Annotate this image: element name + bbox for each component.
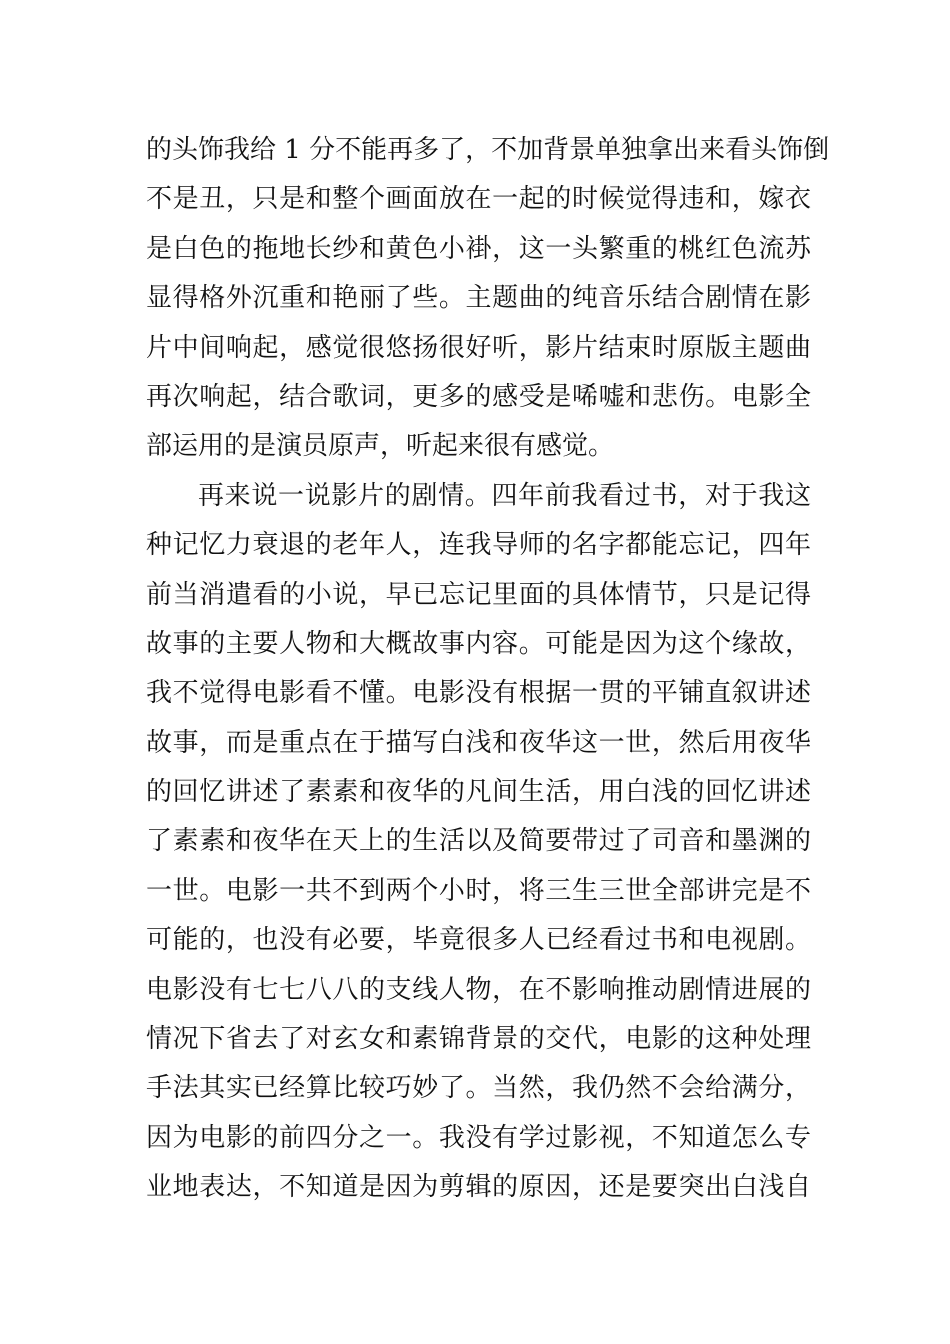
text-line: 业地表达，不知道是因为剪辑的原因，还是要突出白浅自 [146, 1172, 811, 1203]
text-line: 种记忆力衰退的老年人，连我导师的名字都能忘记，四年 [146, 530, 811, 561]
paragraph [146, 472, 811, 1213]
text-line: 故事的主要人物和大概故事内容。可能是因为这个缘故， [146, 628, 811, 659]
text-line: 前当消遣看的小说，早已忘记里面的具体情节，只是记得 [146, 579, 811, 610]
text-line: 因为电影的前四分之一。我没有学过影视，不知道怎么专 [146, 1122, 811, 1153]
text-line: 部运用的是演员原声，听起来很有感觉。 [146, 431, 615, 462]
text-line: 显得格外沉重和艳丽了些。主题曲的纯音乐结合剧情在影 [146, 283, 811, 314]
body-text [146, 126, 830, 1213]
text-line: 片中间响起，感觉很悠扬很好听，影片结束时原版主题曲 [146, 332, 811, 363]
text-line: 的回忆讲述了素素和夜华的凡间生活，用白浅的回忆讲述 [146, 777, 811, 808]
text-line: 手法其实已经算比较巧妙了。当然，我仍然不会给满分， [146, 1073, 811, 1104]
text-line: 不是丑，只是和整个画面放在一起的时候觉得违和，嫁衣 [146, 184, 811, 215]
text-line: 故事，而是重点在于描写白浅和夜华这一世，然后用夜华 [146, 727, 811, 758]
text-line: 可能的，也没有必要，毕竟很多人已经看过书和电视剧。 [146, 925, 811, 956]
text-line: 一世。电影一共不到两个小时，将三生三世全部讲完是不 [146, 875, 811, 906]
paragraph [146, 126, 830, 472]
text-line: 情况下省去了对玄女和素锦背景的交代，电影的这种处理 [146, 1024, 811, 1055]
text-line: 再来说一说影片的剧情。四年前我看过书，对于我这 [198, 480, 811, 511]
text-line: 再次响起，结合歌词，更多的感受是唏嘘和悲伤。电影全 [146, 381, 811, 412]
text-line: 我不觉得电影看不懂。电影没有根据一贯的平铺直叙讲述 [146, 678, 811, 709]
text-line: 电影没有七七八八的支线人物，在不影响推动剧情进展的 [146, 974, 811, 1005]
text-line: 了素素和夜华在天上的生活以及简要带过了司音和墨渊的 [146, 826, 811, 857]
text-line: 是白色的拖地长纱和黄色小褂，这一头繁重的桃红色流苏 [146, 233, 811, 264]
text-line: 的头饰我给 1 分不能再多了，不加背景单独拿出来看头饰倒 [146, 135, 830, 165]
